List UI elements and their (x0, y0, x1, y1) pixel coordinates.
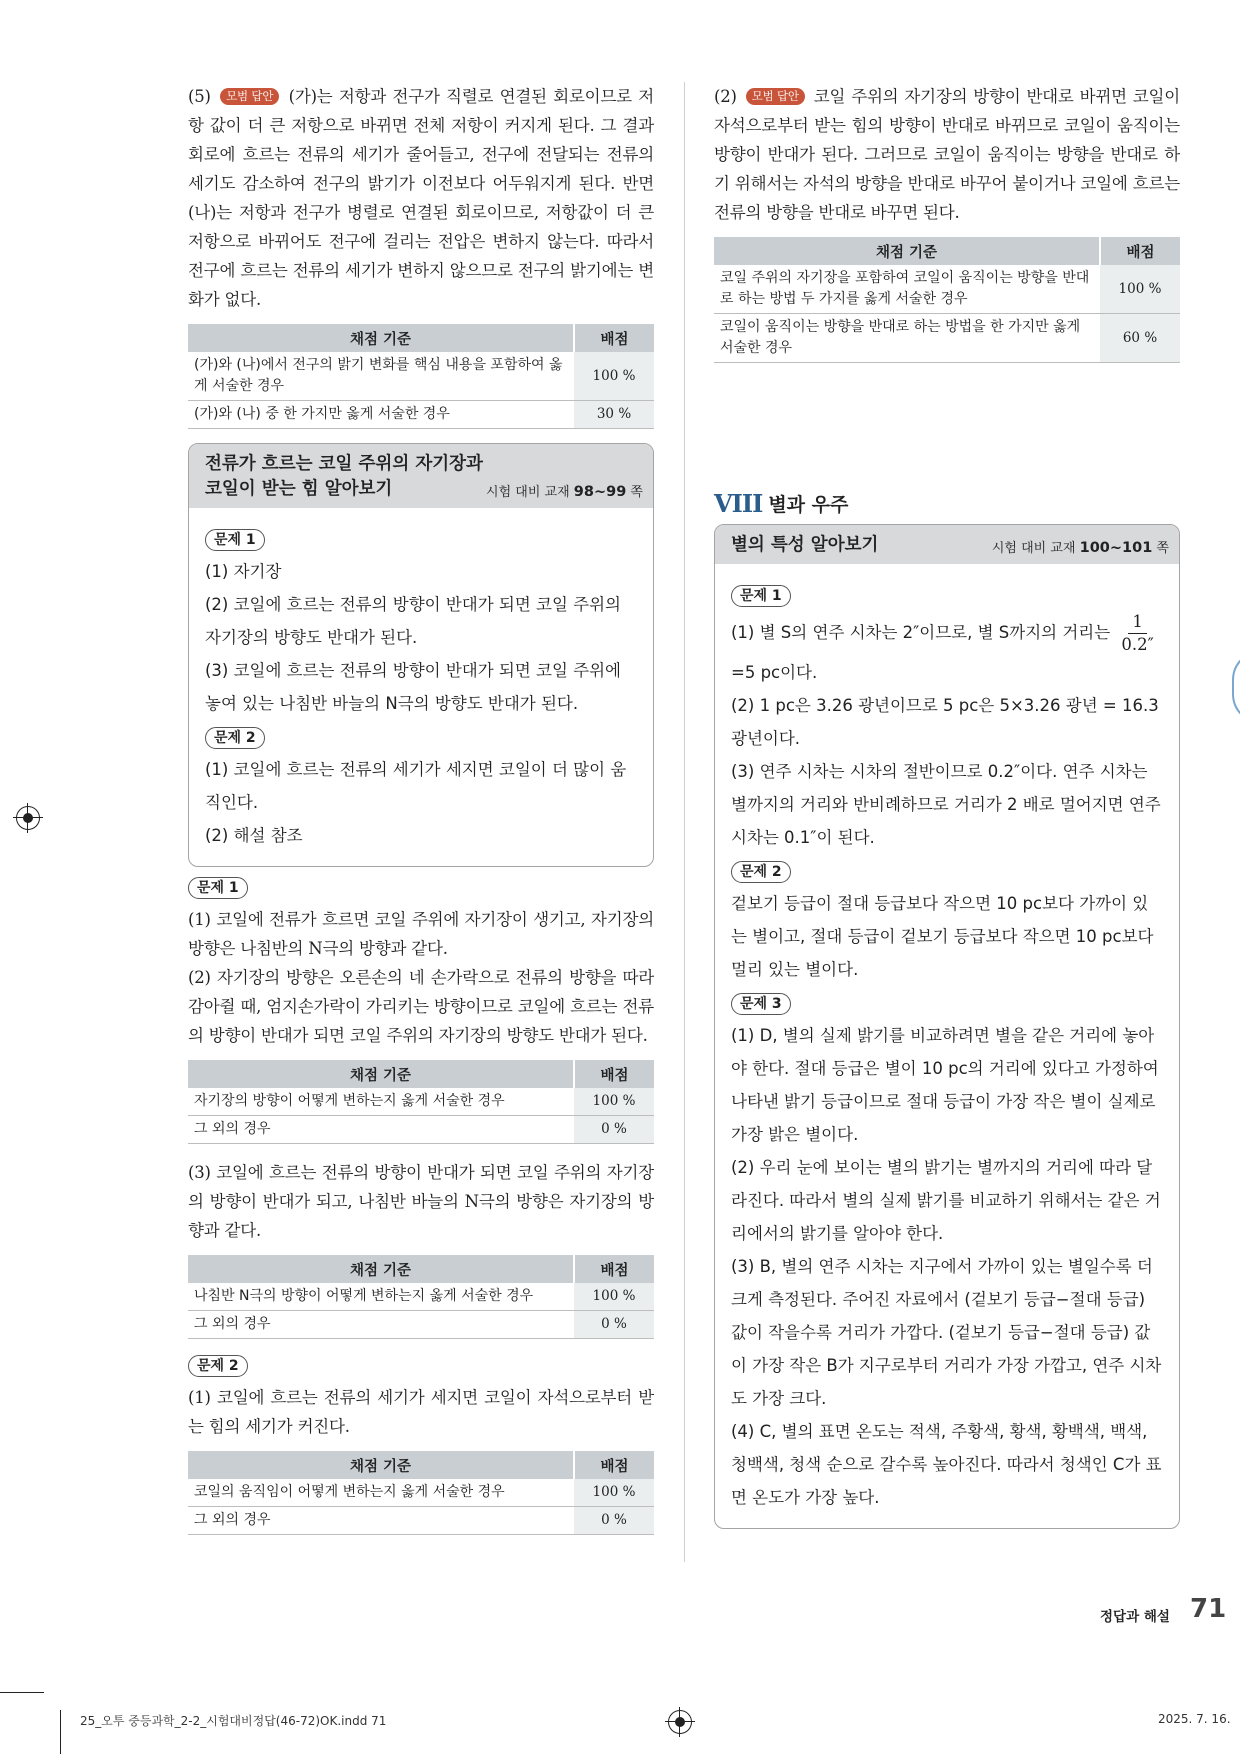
unit-number: VIII (714, 489, 763, 518)
print-date: 2025. 7. 16. (1158, 1712, 1231, 1726)
problem-label: 문제 2 (188, 1355, 248, 1377)
activity-box-body (715, 564, 1179, 1528)
ref-prefix: 시험 대비 교재 (991, 541, 1080, 556)
score-header: 배점 (574, 1255, 654, 1283)
activity-box-header (715, 525, 1179, 564)
problem-label: 문제 1 (731, 585, 791, 607)
explanation-paragraph: (3) 코일에 흐르는 전류의 방향이 반대가 되면 코일 주위의 자기장의 방향이 반대가 되고, 나침반 바늘의 N극의 방향은 자기장의 방향과 같다. (188, 1163, 654, 1240)
table-row (188, 352, 654, 401)
crop-mark (0, 1692, 44, 1693)
answer-line: (2) 해설 참조 (205, 826, 303, 845)
table-row (188, 1088, 654, 1116)
answer-line: (2) 1 pc은 3.26 광년이므로 5 pc은 5×3.26 광년 = 16.3 광년이다. (731, 696, 1159, 748)
criteria-header: 채점 기준 (714, 237, 1100, 265)
problem-label: 문제 3 (731, 993, 791, 1015)
answer-line: (3) 연주 시차는 시차의 절반이므로 0.2″이다. 연주 시차는 별까지의 거리와 반비례하므로 거리가 2 배로 멀어지면 연주 시차는 0.1″이 된다. (731, 762, 1161, 847)
answer-line: =5 pc이다. (731, 663, 818, 682)
score-header: 배점 (574, 1060, 654, 1088)
table-row (188, 1479, 654, 1507)
score-cell: 30 % (574, 401, 654, 429)
ref-suffix: 쪽 (626, 485, 643, 500)
explanation-paragraph: (1) 코일에 흐르는 전류의 세기가 세지면 코일이 자석으로부터 받는 힘의 세기가 커진다. (188, 1388, 654, 1436)
answer-2-paragraph (714, 82, 1180, 227)
criteria-cell: 자기장의 방향이 어떻게 변하는지 옳게 서술한 경우 (188, 1088, 574, 1116)
criteria-cell: (가)와 (나)에서 전구의 밝기 변화를 핵심 내용을 포함하여 옳게 서술한 경우 (188, 352, 574, 401)
textbook-reference (992, 537, 1169, 556)
table-row (714, 265, 1180, 314)
criteria-cell: (가)와 (나) 중 한 가지만 옳게 서술한 경우 (188, 401, 574, 429)
scoring-table (188, 1451, 654, 1535)
score-cell: 0 % (574, 1507, 654, 1535)
ref-suffix: 쪽 (1152, 541, 1169, 556)
answer-line: (2) 코일에 흐르는 전류의 방향이 반대가 되면 코일 주위의 자기장의 방향도 반대가 된다. (205, 595, 621, 647)
print-slug: 25_오투 중등과학_2-2_시험대비정답(46-72)OK.indd 71 (80, 1714, 387, 1728)
section-label: 정답과 해설 (1100, 1609, 1170, 1625)
answer-line: (1) 자기장 (205, 562, 282, 581)
score-cell: 100 % (574, 1283, 654, 1311)
table-row (188, 1116, 654, 1144)
problem-label: 문제 2 (205, 727, 265, 749)
problem-label: 문제 1 (205, 529, 265, 551)
criteria-header: 채점 기준 (188, 324, 574, 352)
spacer (714, 377, 1180, 489)
score-cell: 100 % (574, 352, 654, 401)
criteria-header: 채점 기준 (188, 1451, 574, 1479)
criteria-cell: 그 외의 경우 (188, 1311, 574, 1339)
criteria-cell: 코일의 움직임이 어떻게 변하는지 옳게 서술한 경우 (188, 1479, 574, 1507)
activity-box (714, 524, 1180, 1529)
score-cell: 100 % (574, 1088, 654, 1116)
model-answer-badge: 모범 답안 (220, 88, 279, 105)
unit-title: 별과 우주 (768, 494, 849, 516)
problem-label: 문제 2 (731, 861, 791, 883)
activity-title-line1: 전류가 흐르는 코일 주위의 자기장과 (205, 454, 483, 474)
fraction-numerator: 1 (1128, 611, 1147, 634)
scoring-table (714, 237, 1180, 363)
crop-mark (60, 1710, 61, 1754)
item-number: (5) (188, 87, 211, 106)
activity-box (188, 443, 654, 867)
registration-mark-icon (16, 806, 40, 830)
explanation-paragraph: (2) 자기장의 방향은 오른손의 네 손가락으로 전류의 방향을 따라 감아쥘 때, 엄지손가락이 가리키는 방향이므로 코일에 흐르는 전류의 방향이 반대가 되면 코일 주위의 자기장의 방향도 반대가 된다. (188, 968, 654, 1045)
criteria-header: 채점 기준 (188, 1060, 574, 1088)
table-row (188, 401, 654, 429)
scoring-table (188, 324, 654, 429)
criteria-header: 채점 기준 (188, 1255, 574, 1283)
criteria-cell: 그 외의 경우 (188, 1507, 574, 1535)
answer-line: (1) 코일에 흐르는 전류의 세기가 세지면 코일이 더 많이 움직인다. (205, 760, 627, 812)
answer-line: (2) 우리 눈에 보이는 별의 밝기는 별까지의 거리에 따라 달라진다. 따라서 별의 실제 밝기를 비교하기 위해서는 같은 거리에서의 밝기를 알아야 한다. (731, 1158, 1161, 1243)
problem-label: 문제 1 (188, 877, 248, 899)
explanation-paragraph: (1) 코일에 전류가 흐르면 코일 주위에 자기장이 생기고, 자기장의 방향은 나침반의 N극의 방향과 같다. (188, 910, 654, 958)
criteria-cell: 나침반 N극의 방향이 어떻게 변하는지 옳게 서술한 경우 (188, 1283, 574, 1311)
criteria-cell: 코일 주위의 자기장을 포함하여 코일이 움직이는 방향을 반대로 하는 방법 두 가지를 옳게 서술한 경우 (714, 265, 1100, 314)
answer-line: 겉보기 등급이 절대 등급보다 작으면 10 pc보다 가까이 있는 별이고, 절대 등급이 겉보기 등급보다 작으면 10 pc보다 멀리 있는 별이다. (731, 894, 1154, 979)
thumb-index-tab (1232, 650, 1240, 724)
model-answer-badge: 모범 답안 (746, 88, 805, 105)
right-column (714, 82, 1180, 1529)
answer-line: (3) 코일에 흐르는 전류의 방향이 반대가 되면 코일 주위에 놓여 있는 나침반 바늘의 N극의 방향도 반대가 된다. (205, 661, 621, 713)
score-cell: 0 % (574, 1116, 654, 1144)
answer-5-paragraph (188, 82, 654, 314)
criteria-cell: 코일이 움직이는 방향을 반대로 하는 방법을 한 가지만 옳게 서술한 경우 (714, 314, 1100, 363)
ref-pages: 98~99 (573, 484, 627, 500)
table-row (714, 314, 1180, 363)
answer-line: (1) D, 별의 실제 밝기를 비교하려면 별을 같은 거리에 놓아야 한다. 절대 등급은 별이 10 pc의 거리에 있다고 가정하여 나타낸 밝기 등급이므로 절대 등급이 가장 작은 별이 실제로 가장 밝은 별이다. (731, 1026, 1159, 1144)
activity-title: 별의 특성 알아보기 (731, 535, 879, 555)
registration-mark-icon (668, 1710, 692, 1734)
unit-heading (714, 489, 1180, 518)
score-cell: 100 % (1100, 265, 1180, 314)
scoring-table (188, 1060, 654, 1144)
item-number: (2) (714, 87, 737, 106)
score-header: 배점 (574, 1451, 654, 1479)
criteria-cell: 그 외의 경우 (188, 1116, 574, 1144)
ref-pages: 100~101 (1079, 540, 1153, 556)
score-header: 배점 (1100, 237, 1180, 265)
answer-text: (1) 별 S의 연주 시차는 2″이므로, 별 S까지의 거리는 (731, 623, 1111, 642)
answer-line: (3) B, 별의 연주 시차는 지구에서 가까이 있는 별일수록 더 크게 측정된다. 주어진 자료에서 (겉보기 등급−절대 등급) 값이 작을수록 거리가 가깝다. (겉보기 등급−절대 등급) 값이 가장 작은 B가 지구로부터 거리가 가장 가깝고, 연주 시차도 가장 크다. (731, 1257, 1162, 1408)
column-divider (684, 82, 685, 1562)
score-cell: 100 % (574, 1479, 654, 1507)
activity-title-line2: 코일이 받는 힘 알아보기 (205, 479, 393, 499)
score-cell: 60 % (1100, 314, 1180, 363)
fraction (1117, 611, 1157, 656)
answer-text: 코일 주위의 자기장의 방향이 반대로 바뀌면 코일이 자석으로부터 받는 힘의 방향이 반대로 바뀌므로 코일이 움직이는 방향이 반대가 된다. 그러므로 코일이 움직이는 방향을 반대로 하기 위해서는 자석의 방향을 반대로 바꾸어 붙이거나 코일에 흐르는 전류의 방향을 반대로 바꾸면 된다. (714, 87, 1180, 222)
score-header: 배점 (574, 324, 654, 352)
activity-box-body (189, 508, 653, 866)
answer-line: (4) C, 별의 표면 온도는 적색, 주황색, 황색, 황백색, 백색, 청백색, 청색 순으로 갈수록 높아진다. 따라서 청색인 C가 표면 온도가 가장 높다. (731, 1422, 1162, 1507)
page-number: 71 (1190, 1594, 1227, 1624)
activity-box-header (189, 444, 653, 508)
answer-line (731, 611, 1163, 656)
table-row (188, 1283, 654, 1311)
fraction-denominator: 0.2″ (1121, 635, 1154, 654)
left-column (188, 82, 654, 1549)
scoring-table (188, 1255, 654, 1339)
table-row (188, 1507, 654, 1535)
ref-prefix: 시험 대비 교재 (486, 485, 574, 500)
table-row (188, 1311, 654, 1339)
answer-text: (가)는 저항과 전구가 직렬로 연결된 회로이므로 저항 값이 더 큰 저항으로 바뀌면 전체 저항이 커지게 된다. 그 결과 회로에 흐르는 전류의 세기가 줄어들고, 전구에 전달되는 전류의 세기도 감소하여 전구의 밝기가 이전보다 어두워지게 된다. 반면 (나)는 저항과 전구가 병렬로 연결된 회로이므로, 저항값이 더 큰 저항으로 바뀌어도 전구에 걸리는 전압은 변하지 않는다. 따라서 전구에 흐르는 전류의 세기가 변하지 않으므로 전구의 밝기에는 변화가 없다. (188, 87, 654, 309)
textbook-reference (486, 481, 643, 500)
score-cell: 0 % (574, 1311, 654, 1339)
